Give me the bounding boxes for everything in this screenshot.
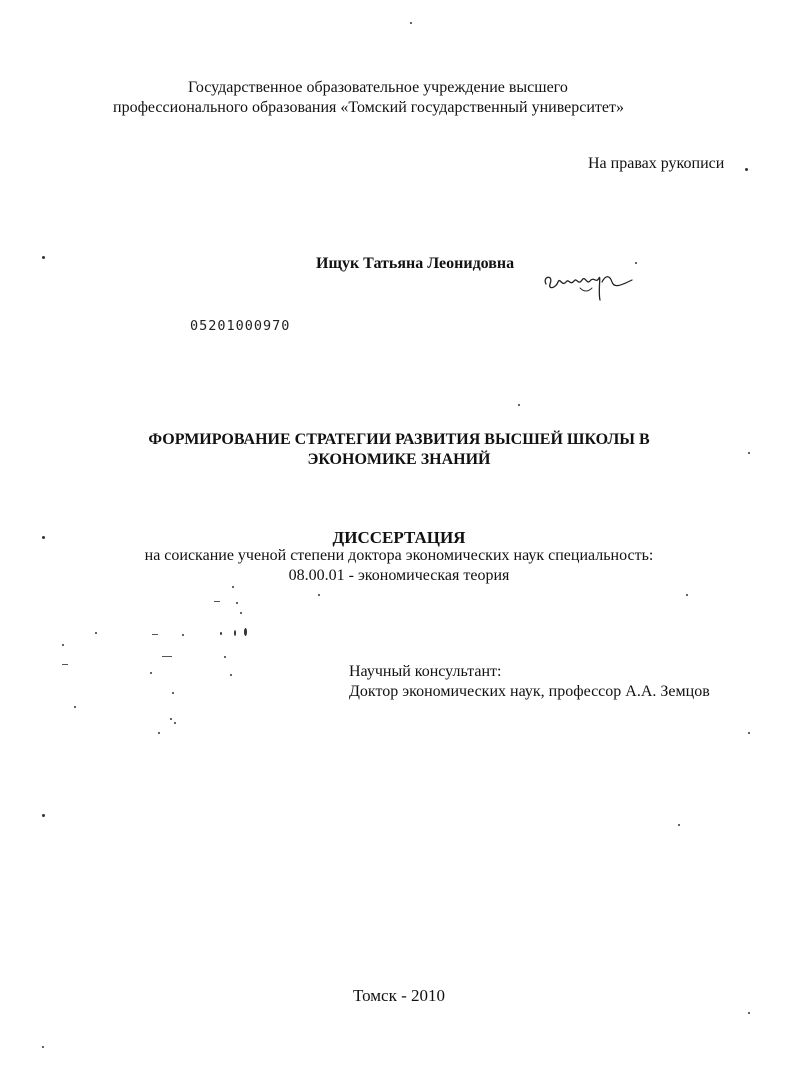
consultant-label: Научный консультант: bbox=[349, 663, 502, 680]
scan-speck bbox=[678, 824, 680, 826]
scan-speck bbox=[42, 536, 45, 539]
scan-speck bbox=[518, 404, 520, 406]
scan-speck bbox=[635, 262, 637, 264]
specialty-line: 08.00.01 - экономическая теория bbox=[288, 567, 510, 584]
scan-mark bbox=[152, 634, 158, 635]
scan-speck bbox=[745, 168, 748, 171]
author-name: Ищук Татьяна Леонидовна bbox=[316, 255, 515, 272]
scan-speck bbox=[95, 632, 97, 634]
scan-speck bbox=[42, 256, 45, 259]
dissertation-title-line-2: ЭКОНОМИКЕ ЗНАНИЙ bbox=[307, 451, 491, 468]
scan-speck bbox=[244, 628, 247, 636]
scan-speck bbox=[748, 732, 750, 734]
scan-speck bbox=[42, 1046, 44, 1048]
author-signature bbox=[540, 262, 640, 306]
scan-speck bbox=[172, 692, 174, 694]
scan-speck bbox=[230, 674, 232, 676]
scan-speck bbox=[74, 706, 76, 708]
place-year: Томск - 2010 bbox=[352, 986, 445, 1005]
institution-line-1: Государственное образовательное учреждение высшего bbox=[188, 79, 568, 96]
scan-speck bbox=[240, 612, 242, 614]
scan-speck bbox=[748, 1012, 750, 1014]
stamp-code: 05201000970 bbox=[190, 318, 291, 334]
scan-mark bbox=[214, 601, 220, 602]
scan-mark bbox=[62, 664, 68, 665]
scan-speck bbox=[318, 594, 320, 596]
scan-speck bbox=[62, 644, 64, 646]
consultant-person: Доктор экономических наук, профессор А.А. Земцов bbox=[349, 683, 710, 700]
scan-speck bbox=[410, 22, 412, 24]
scan-speck bbox=[236, 602, 238, 604]
scan-speck bbox=[748, 452, 750, 454]
scan-speck bbox=[150, 672, 152, 674]
scan-speck bbox=[182, 634, 184, 636]
institution-line-2: профессионального образования «Томский государственный университет» bbox=[113, 99, 625, 116]
degree-line: на соискание ученой степени доктора экономических наук специальность: bbox=[144, 547, 654, 564]
manuscript-note: На правах рукописи bbox=[588, 155, 725, 172]
scan-speck bbox=[158, 732, 160, 734]
dissertation-title-line-1: ФОРМИРОВАНИЕ СТРАТЕГИИ РАЗВИТИЯ ВЫСШЕЙ ШКОЛЫ В bbox=[148, 431, 650, 448]
scan-speck bbox=[170, 718, 172, 720]
scan-speck bbox=[220, 632, 222, 635]
scan-speck bbox=[224, 656, 226, 658]
scan-speck bbox=[174, 722, 176, 724]
scan-speck bbox=[42, 814, 45, 817]
scan-mark bbox=[162, 656, 172, 657]
scan-speck bbox=[234, 630, 236, 636]
dissertation-heading: ДИССЕРТАЦИЯ bbox=[332, 528, 466, 547]
scan-speck bbox=[686, 594, 688, 596]
scan-speck bbox=[232, 586, 234, 588]
